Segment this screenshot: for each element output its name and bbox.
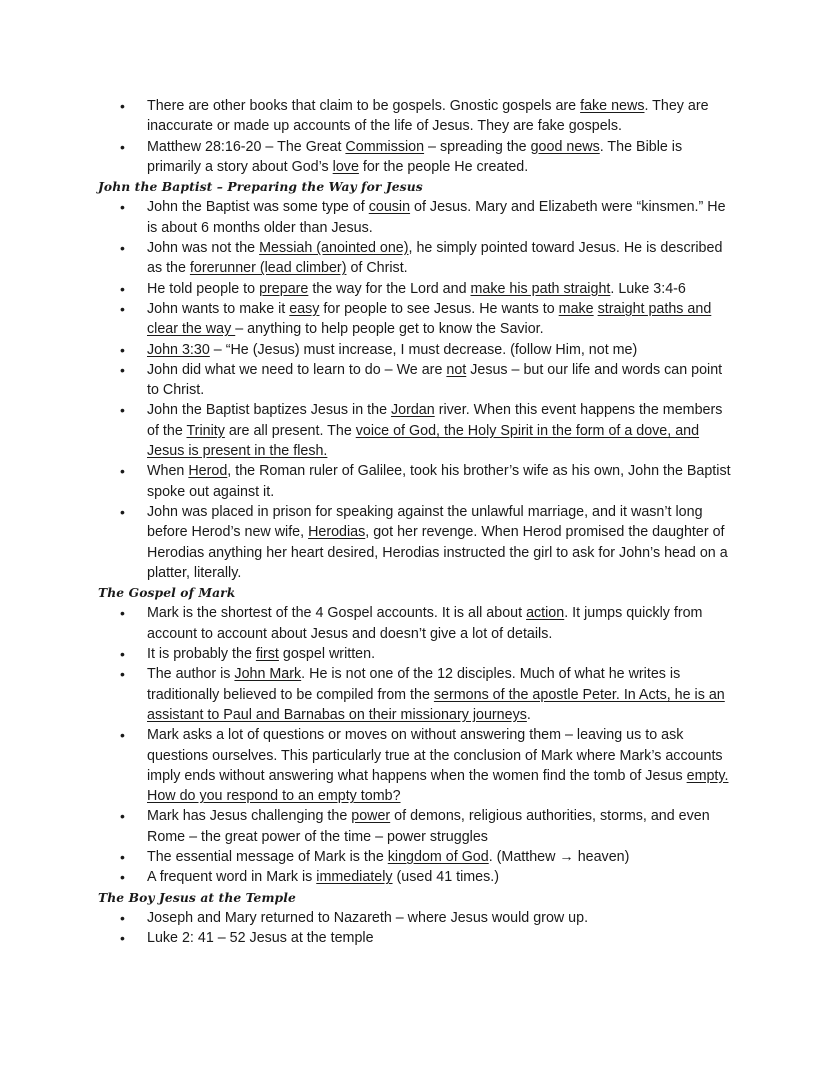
underlined-term: Herodias — [308, 524, 366, 541]
list-item — [0, 502, 828, 583]
underlined-term: Messiah (anointed one) — [259, 240, 409, 257]
text-segment: Mark is the shortest of the 4 Gospel accounts. It is all about — [147, 605, 527, 622]
text-segment: When — [147, 463, 189, 480]
underlined-term: kingdom of God — [387, 848, 489, 865]
section-heading: John the Baptist – Preparing the Way for Jesus — [98, 179, 423, 195]
underlined-term: Herod — [188, 463, 228, 480]
section-heading: The Boy Jesus at the Temple — [98, 889, 296, 905]
underlined-term: voice of God, the Holy Spirit in the form of a dove, and Jesus is present in the flesh. — [147, 422, 700, 460]
list-item — [0, 664, 828, 725]
text-segment: There are other books that claim to be gospels. Gnostic gospels are — [147, 98, 581, 114]
bullet-list — [0, 603, 828, 887]
list-item — [0, 279, 828, 299]
list-item — [0, 461, 828, 502]
bullet-icon: • — [120, 848, 125, 865]
list-item — [0, 340, 828, 360]
bullet-list — [0, 96, 828, 177]
text-segment: (used 41 times.) — [392, 869, 500, 886]
text-segment: John the Baptist baptizes Jesus in the — [147, 402, 391, 419]
text-segment: . The Bible is primarily a story about God’s — [147, 138, 683, 175]
text-segment: – “He (Jesus) must increase, I must decrease. (follow Him, not me) — [209, 341, 638, 358]
text-segment: John did what we need to learn to do – We are — [147, 361, 447, 378]
text-segment: He told people to — [147, 280, 260, 297]
bullet-icon: • — [120, 341, 125, 358]
notes-body — [0, 96, 828, 948]
text-segment: John was not the — [147, 240, 260, 257]
bullet-icon: • — [120, 138, 125, 155]
text-segment: A frequent word in Mark is — [147, 869, 317, 886]
bullet-icon: • — [120, 727, 125, 744]
underlined-term: straight paths and clear the way — [147, 300, 712, 338]
underlined-term: empty. How do you respond to an empty tomb? — [147, 767, 729, 805]
text-segment: . It jumps quickly from account to account about Jesus and doesn’t give a lot of details. — [147, 605, 703, 642]
text-segment: John was placed in prison for speaking against the unlawful marriage, and it wasn’t long before Herod’s new wife, — [147, 503, 703, 541]
text-segment: Joseph and Mary returned to Nazareth – where Jesus would grow up. — [147, 909, 589, 926]
underlined-term: make his path straight — [470, 280, 611, 297]
text-segment: . — [526, 706, 531, 723]
bullet-icon: • — [120, 909, 125, 926]
text-segment: , he simply pointed toward Jesus. He is described as the — [147, 240, 723, 277]
underlined-term: Trinity — [186, 422, 225, 439]
bullet-icon: • — [120, 300, 125, 317]
underlined-term: action — [526, 605, 565, 622]
underlined-term: John Mark — [234, 666, 302, 683]
list-item — [0, 238, 828, 279]
underlined-term: love — [332, 158, 359, 175]
text-segment: , the Roman ruler of Galilee, took his brother’s wife as his own, John the Baptist spoke out against it. — [147, 463, 731, 500]
bullet-icon: • — [120, 605, 125, 622]
underlined-term: sermons of the apostle Peter. In Acts, he is an assistant to Paul and Barnabas on their missionary journeys — [147, 686, 725, 723]
text-segment: Luke 2: 41 – 52 Jesus at the temple — [147, 930, 374, 947]
bullet-icon: • — [120, 240, 125, 257]
bullet-icon: • — [120, 869, 125, 886]
underlined-term: immediately — [316, 869, 393, 886]
list-item — [0, 867, 828, 887]
section-heading: The Gospel of Mark — [98, 585, 236, 601]
text-segment: It is probably the — [147, 646, 256, 663]
list-item — [0, 299, 828, 340]
underlined-term: power — [351, 808, 391, 825]
bullet-icon: • — [120, 199, 125, 216]
text-segment: of Jesus. Mary and Elizabeth were “kinsmen.” He is about 6 months older than Jesus. — [147, 199, 726, 236]
bullet-icon: • — [120, 808, 125, 825]
list-item — [0, 806, 828, 847]
bullet-icon: • — [120, 280, 125, 297]
list-item — [0, 644, 828, 664]
list-item — [0, 603, 828, 644]
text-segment: The author is — [147, 666, 235, 683]
text-segment: John wants to make it — [147, 300, 290, 317]
underlined-term: easy — [289, 300, 320, 317]
text-segment: , got her revenge. When Herod promised the daughter of Herodias anything her heart desired, Herodias instructed the girl to ask for John’s head on a platter, literally. — [147, 524, 728, 581]
list-item — [0, 400, 828, 461]
underlined-term: prepare — [259, 280, 309, 297]
text-segment: the way for the Lord and — [308, 280, 471, 297]
bullet-icon: • — [120, 463, 125, 480]
text-segment: Mark has Jesus challenging the — [147, 808, 352, 825]
text-segment: Mark asks a lot of questions or moves on without answering them – leaving us to ask questions ourselves. This particularly true at the conclusion of Mark where Mark’s accounts imply ends without answering what happens when the women find the tomb of Jesus — [147, 727, 723, 784]
underlined-term: first — [255, 646, 279, 663]
list-item — [0, 96, 828, 137]
text-segment: of Christ. — [346, 260, 408, 277]
underlined-term: Commission — [345, 138, 425, 155]
list-item — [0, 908, 828, 928]
text-segment: . They are inaccurate or made up accounts of the life of Jesus. They are fake gospels. — [147, 98, 709, 135]
text-segment: The essential message of Mark is the — [147, 848, 388, 865]
underlined-term: not — [446, 361, 467, 378]
text-segment: of demons, religious authorities, storms, and even Rome – the great power of the time – power struggles — [147, 808, 710, 845]
text-segment: John the Baptist was some type of — [147, 199, 369, 216]
text-segment: are all present. The — [224, 422, 356, 439]
text-segment: for the people He created. — [358, 158, 529, 175]
bullet-list — [0, 197, 828, 583]
list-item — [0, 197, 828, 238]
underlined-term: make — [558, 300, 594, 317]
bullet-icon: • — [120, 402, 125, 419]
bullet-icon: • — [120, 503, 125, 520]
text-segment: river. When this event happens the members of the — [147, 402, 723, 439]
list-item — [0, 928, 828, 948]
list-item — [0, 725, 828, 806]
text-segment: Jesus – but our life and words can point to Christ. — [147, 361, 723, 399]
text-segment: – anything to help people get to know the Savior. — [235, 321, 544, 338]
bullet-icon: • — [120, 666, 125, 683]
bullet-list — [0, 908, 828, 949]
bullet-icon: • — [120, 98, 125, 114]
list-item — [0, 847, 828, 867]
text-segment: for people to see Jesus. He wants to — [319, 300, 559, 317]
underlined-term: good news — [530, 138, 600, 155]
text-segment: . Luke 3:4-6 — [610, 280, 686, 297]
underlined-term: fake news — [580, 98, 645, 114]
bullet-icon: • — [120, 361, 125, 378]
text-segment: . (Matthew → heaven) — [488, 848, 630, 865]
list-item — [0, 137, 828, 178]
text-segment: gospel written. — [278, 646, 376, 663]
text-segment: Matthew 28:16-20 – The Great — [147, 138, 346, 155]
bullet-icon: • — [120, 646, 125, 663]
underlined-term: John 3:30 — [147, 341, 210, 358]
underlined-term: forerunner (lead climber) — [189, 260, 347, 277]
underlined-term: cousin — [368, 199, 411, 216]
text-segment: – spreading the — [424, 138, 531, 155]
text-segment: . He is not one of the 12 disciples. Much of what he writes is traditionally believed to be compiled from the — [147, 666, 681, 703]
bullet-icon: • — [120, 930, 125, 947]
underlined-term: Jordan — [391, 402, 435, 419]
list-item — [0, 360, 828, 401]
